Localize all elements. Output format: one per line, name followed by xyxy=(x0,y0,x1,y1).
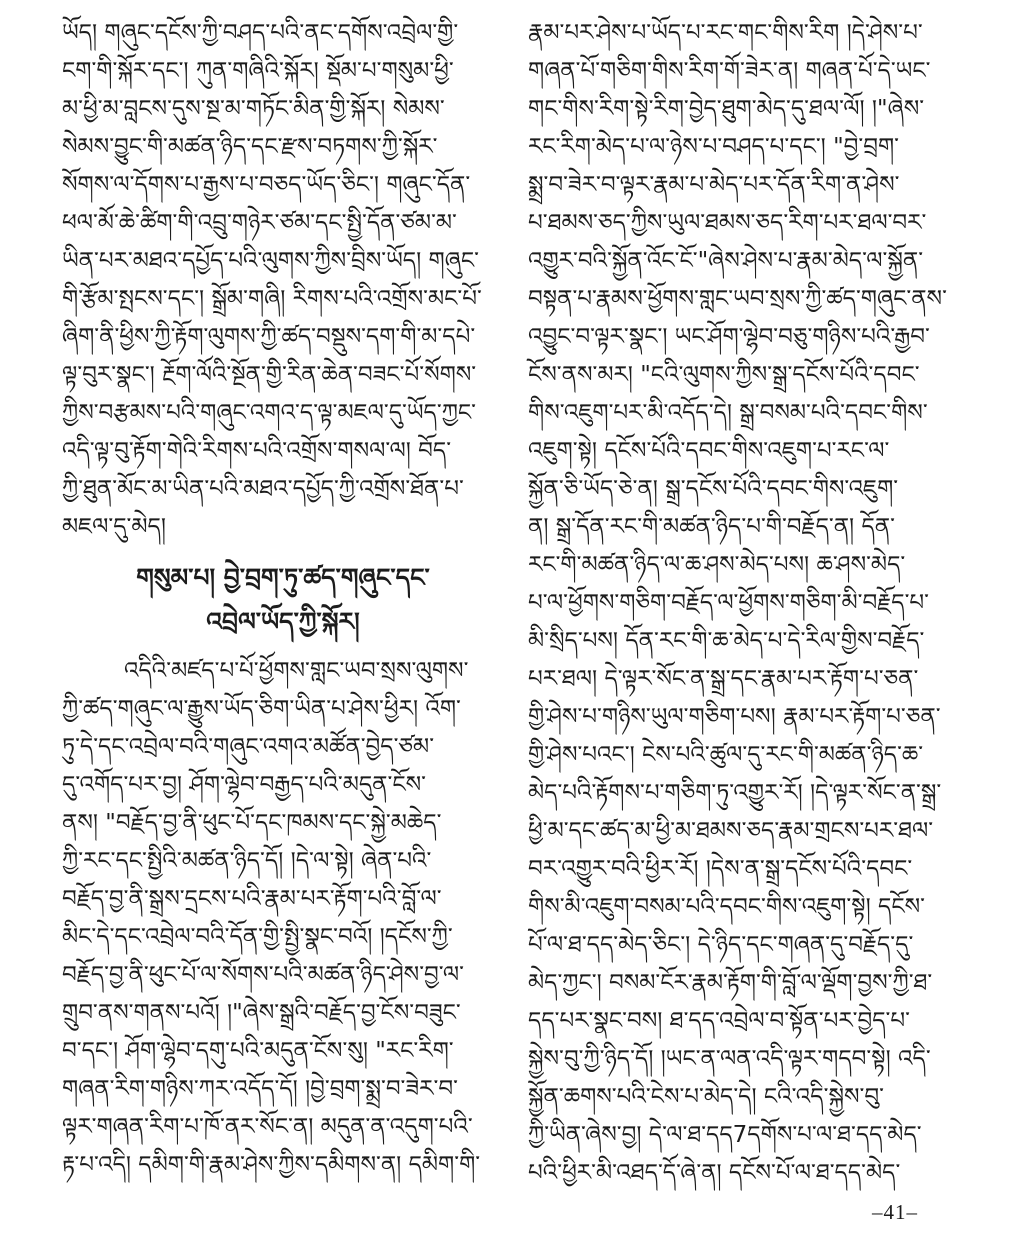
text-line: ནས། "བརྗོད་བྱ་ནི་ཕུང་པོ་དང་ཁམས་དང་སྐྱེ་མཆེད་ xyxy=(62,810,442,836)
text-line: འབྱུང་བ་ལྟར་སྣང་། ཡང་ཤོག་ལྷེབ་བཅུ་གཉིས་པའི་རྒྱབ་ xyxy=(528,324,930,350)
text-line: གཞན་པོ་གཅིག་གིས་རིག་གོ་ཟེར་ན། གཞན་པོ་དེ་ཡང་ xyxy=(528,58,931,84)
text-line: རང་རིག་མེད་པ་ལ་ཉེས་པ་བཤད་པ་དང་། "བྱེ་བྲག་ xyxy=(528,134,900,160)
text-line: ཀྱིས་བརྩམས་པའི་གཞུང་འགའ་ད་ལྟ་མཇལ་དུ་ཡོད་ཀྱང་ xyxy=(62,400,477,426)
text-line: སོགས་ལ་དོགས་པ་རྒྱས་པ་བཅད་ཡོད་ཅིང་། གཞུང་དོན་ xyxy=(62,172,471,198)
page-number: –41– xyxy=(872,1200,918,1224)
text-line: གསུམ་པ། བྱེ་བྲག་ཏུ་ཚད་གཞུང་དང་ xyxy=(136,563,430,592)
text-line: མེད་ཀྱང་། བསམ་ངོར་རྣམ་རྟོག་གི་བློ་ལ་ལྡོག་བྱས་ཀྱི་ཐ་ xyxy=(528,970,933,996)
text-line: ཀྱི་ཚད་གཞུང་ལ་རྒྱུས་ཡོད་ཅིག་ཡིན་པ་ཤེས་ཕྱིར། འོག་ xyxy=(62,696,461,722)
text-line: ཞིག་ནི་ཕྱིས་ཀྱི་རྟོག་ལུགས་ཀྱི་ཚད་བསྡུས་དག་གི་མ་དཔེ་ xyxy=(62,324,476,350)
text-line: ན། སྒྲ་དོན་རང་གི་མཚན་ཉིད་པ་གི་བརྗོད་ན། དོན་ xyxy=(528,514,895,540)
text-line: བརྗོད་བྱ་ནི་སྒྲས་དྲངས་པའི་རྣམ་པར་རྟོག་པའི་བློ་ལ་ xyxy=(62,886,442,912)
text-line: གྱི་ཤེས་པའང་། ངེས་པའི་ཚུལ་དུ་རང་གི་མཚན་ཉིད་ཆ་ xyxy=(528,742,924,768)
text-line: ཕྱི་མ་དང་ཚད་མ་ཕྱི་མ་ཐམས་ཅད་རྣམ་གྲངས་པར་ཐལ་ xyxy=(528,818,934,844)
text-line: བརྗོད་བྱ་ནི་ཕུང་པོ་ལ་སོགས་པའི་མཚན་ཉིད་ཤེས་བྱ་ལ་ xyxy=(62,962,464,988)
text-line: སྐྱོན་ཅི་ཡོད་ཅེ་ན། སྒྲ་དངོས་པོའི་དབང་གིས་འཇུག་ xyxy=(528,476,899,502)
text-line: གི་རྩོམ་སྤངས་དང་། སྒྲོམ་གཞི། རིགས་པའི་འགྲོས་མང་པོ་ xyxy=(62,286,482,312)
section-heading xyxy=(62,556,504,644)
text-line: པོ་ལ་ཐ་དད་མེད་ཅིང་། དེ་ཉིད་དང་གཞན་དུ་བརྗོད་དུ་ xyxy=(528,932,914,958)
text-line: པ་ཐམས་ཅད་ཀྱིས་ཡུལ་ཐམས་ཅད་རིག་པར་ཐལ་བར་ xyxy=(528,210,927,236)
text-line: ཡིན་པར་མཐའ་དཔྱོད་པའི་ལུགས་ཀྱིས་བྲིས་ཡོད། གཞུང་ xyxy=(62,248,479,274)
left-paragraph-new-section xyxy=(62,652,504,1184)
text-line: འགྱུར་བའི་སྐྱོན་འོང་ངོ་"ཞེས་ཤེས་པ་རྣམ་མེད་ལ་སྐྱོན་ xyxy=(528,248,924,274)
text-line: གྱི་ཤེས་པ་གཉིས་ཡུལ་གཅིག་པས། རྣམ་པར་རྟོག་པ་ཅན་ xyxy=(528,704,941,730)
left-paragraph-continuation xyxy=(62,14,504,546)
text-line: བསྟན་པ་རྣམས་ཕྱོགས་གླང་ཡབ་སྲས་ཀྱི་ཚད་གཞུང་ནས་ xyxy=(528,286,947,312)
text-line: སྨྲ་བ་ཟེར་བ་ལྟར་རྣམ་པ་མེད་པར་དོན་རིག་ན་ཤེས་ xyxy=(528,172,900,198)
text-line: ཏུ་དེ་དང་འབྲེལ་བའི་གཞུང་འགའ་མཚོན་བྱེད་ཙམ་ xyxy=(62,734,435,760)
text-line: དུ་འགོད་པར་བྱ། ཤོག་ལྷེབ་བརྒྱད་པའི་མདུན་ངོས་ xyxy=(62,772,426,798)
text-line: ཕལ་མོ་ཆེ་ཚིག་གི་འབྲུ་གཉེར་ཙམ་དང་སྤྱི་དོན་ཙམ་མ་ xyxy=(62,210,457,236)
text-line: པར་ཐལ། དེ་ལྟར་སོང་ན་སྒྲ་དང་རྣམ་པར་རྟོག་པ་ཅན་ xyxy=(528,666,919,692)
text-line: འཇུག་སྟེ། དངོས་པོའི་དབང་གིས་འཇུག་པ་རང་ལ་ xyxy=(528,438,890,464)
right-column xyxy=(528,0,968,1225)
text-line: རང་གི་མཚན་ཉིད་ལ་ཆ་ཤས་མེད་པས། ཆ་ཤས་མེད་ xyxy=(528,552,906,578)
right-paragraph xyxy=(528,14,968,1192)
text-line: འབྲེལ་ཡོད་ཀྱི་སྐོར། xyxy=(206,607,360,636)
text-line: ལྟ་བུར་སྣང་། རྔོག་ལོའི་སྔོན་གྱི་རིན་ཆེན་བཟང་པོ་སོགས་ xyxy=(62,362,477,388)
text-line: སེམས་བྱུང་གི་མཚན་ཉིད་དང་རྫས་བཏགས་ཀྱི་སྐོར་ xyxy=(62,134,438,160)
left-column xyxy=(62,0,504,1184)
text-line: ངག་གི་སྐོར་དང་། ཀུན་གཞིའི་སྐོར། སྡོམ་པ་གསུམ་ཕྱི་ xyxy=(62,58,454,84)
text-line: མ་ཕྱི་མ་བླངས་དུས་སྔ་མ་གཏོང་མིན་གྱི་སྐོར། སེམས་ xyxy=(62,96,445,122)
text-line: རྣམ་པར་ཤེས་པ་ཡོད་པ་རང་གང་གིས་རིག །དེ་ཤེས་པ་ xyxy=(528,20,923,46)
text-line: གིས་འཇུག་པར་མི་འདོད་དེ། སྒྲ་བསམ་པའི་དབང་གིས་ xyxy=(528,400,928,426)
text-line: ངོས་ནས་མར། "ངའི་ལུགས་ཀྱིས་སྒྲ་དངོས་པོའི་དབང་ xyxy=(528,362,920,388)
text-line: ཡོད། གཞུང་དངོས་ཀྱི་བཤད་པའི་ནང་དགོས་འབྲེལ་གྱི་ xyxy=(62,20,459,46)
text-line: གྲུབ་ནས་གནས་པའོ། །"ཞེས་སྒྲའི་བརྗོད་བྱ་ངོས་བཟུང་ xyxy=(62,1000,461,1026)
text-line: བ་དང་། ཤོག་ལྷེབ་དགུ་པའི་མདུན་ངོས་སུ། "རང་རིག་ xyxy=(62,1038,454,1064)
text-line: གང་གིས་རིག་སྟེ་རིག་བྱེད་ཐུག་མེད་དུ་ཐལ་ལོ། །"ཞེས་ xyxy=(528,96,925,122)
text-line: ཀྱི་རང་དང་སྤྱིའི་མཚན་ཉིད་དོ། །དེ་ལ་སྟེ། ཞེན་པའི་ xyxy=(62,848,432,874)
text-line: པའི་ཕྱིར་མི་འཐད་དོ་ཞེ་ན། དངོས་པོ་ལ་ཐ་དད་མེད་ xyxy=(528,1160,901,1186)
text-line: མཇལ་དུ་མེད། xyxy=(62,514,166,540)
text-line: བར་འགྱུར་བའི་ཕྱིར་རོ། །དེས་ན་སྒྲ་དངོས་པོའི་དབང་ xyxy=(528,856,913,882)
text-line: དད་པར་སྣང་བས། ཐ་དད་འབྲེལ་བ་སྟོན་པར་བྱེད་པ་ xyxy=(528,1008,910,1034)
text-line: རྟ་པ་འདི། དམིག་གི་རྣམ་ཤེས་ཀྱིས་དམིགས་ན། དམིག་གི་ xyxy=(62,1152,481,1178)
text-line: གཞན་རིག་གཉིས་ཀར་འདོད་དོ། །བྱེ་བྲག་སྨྲ་བ་ཟེར་བ་ xyxy=(62,1076,458,1102)
text-line: ལྟར་གཞན་རིག་པ་ཁོ་ནར་སོང་ན། མདུན་ན་འདུག་པའི་ xyxy=(62,1114,473,1140)
text-line: སྐྱེས་བུ་ཀྱི་ཉིད་དོ། །ཡང་ན་ལན་འདི་ལྟར་གདབ་སྟེ། འདི་ xyxy=(528,1046,931,1072)
text-line: འདིའི་མཛད་པ་པོ་ཕྱོགས་གླང་ཡབ་སྲས་ལུགས་ xyxy=(124,658,469,684)
text-line: སྐྱོན་ཆགས་པའི་ངེས་པ་མེད་དེ། ངའི་འདི་སྐྱེས་བུ་ xyxy=(528,1084,884,1110)
text-line: མིང་དེ་དང་འབྲེལ་བའི་དོན་གྱི་སྤྱི་སྣང་བའོ། །དངོས་ཀྱི་ xyxy=(62,924,453,950)
text-line: མེད་པའི་རྟོགས་པ་གཅིག་ཏུ་འགྱུར་རོ། །དེ་ལྟར་སོང་ན་སྒྲ་ xyxy=(528,780,942,806)
text-line: པ་ལ་ཕྱོགས་གཅིག་བརྗོད་ལ་ཕྱོགས་གཅིག་མི་བརྗོད་པ་ xyxy=(528,590,929,616)
text-line: ཀྱི་ཡིན་ཞེས་བྱ། དེ་ལ་ཐ་དད7དགོས་པ་ལ་ཐ་དད་མེད་ xyxy=(528,1122,922,1148)
text-line: ཀྱི་ཐུན་མོང་མ་ཡིན་པའི་མཐའ་དཔྱོད་ཀྱི་འགྲོས་ཐོན་པ་ xyxy=(62,476,464,502)
text-line: མི་སྲིད་པས། དོན་རང་གི་ཆ་མེད་པ་དེ་རིལ་གྱིས་བརྗོད་ xyxy=(528,628,925,654)
text-line: འདི་ལྟ་བུ་རྟོག་གེའི་རིགས་པའི་འགྲོས་གསལ་ལ། བོད་ xyxy=(62,438,452,464)
text-line: གིས་མི་འཇུག་བསམ་པའི་དབང་གིས་འཇུག་སྟེ། དངོས་ xyxy=(528,894,925,920)
